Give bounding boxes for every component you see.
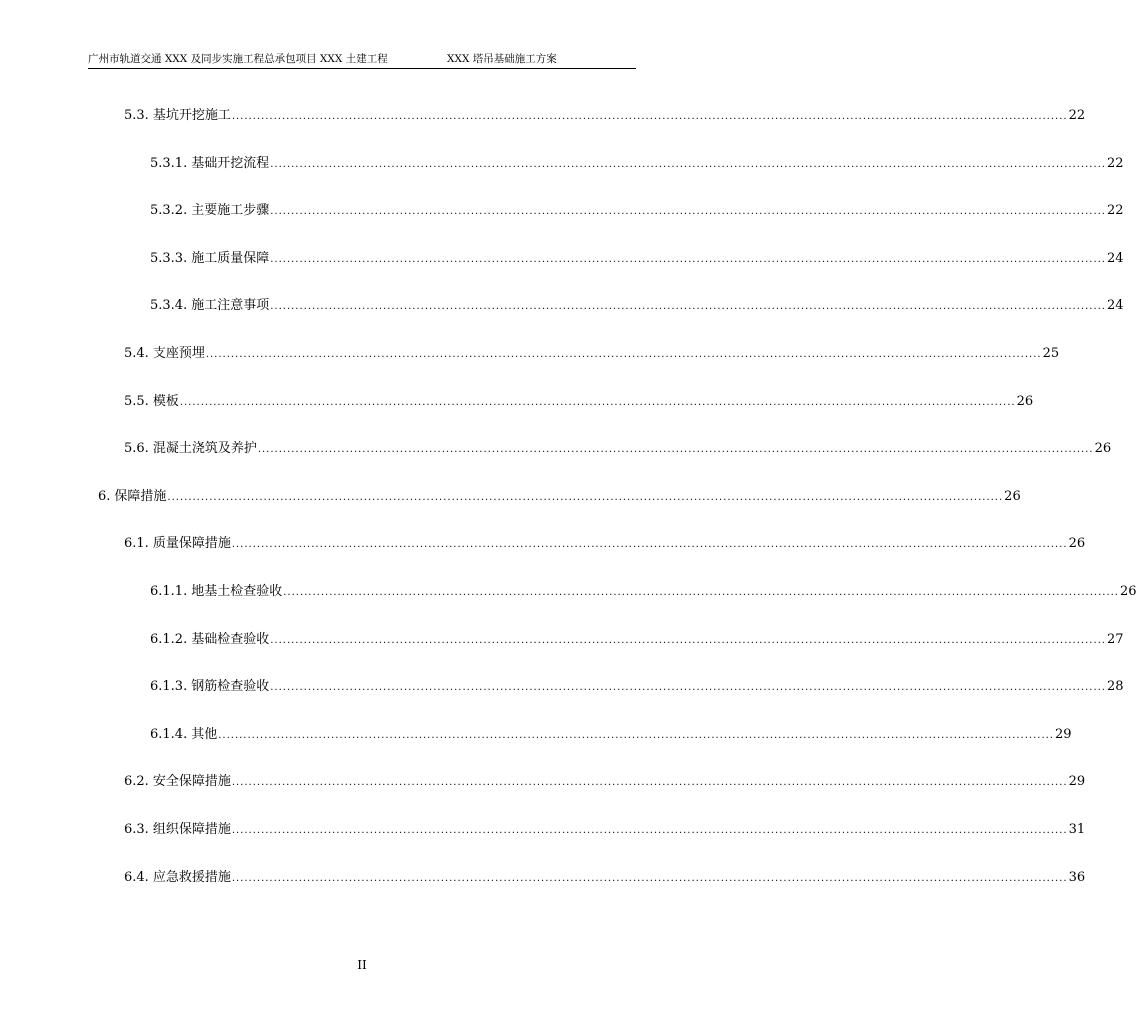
toc-entry-page: 26 bbox=[1119, 584, 1137, 599]
toc-entry-page: 22 bbox=[1068, 108, 1086, 123]
toc-entry-title: 基础检查验收 bbox=[191, 631, 270, 647]
toc-entry[interactable] bbox=[150, 296, 1124, 316]
toc-entry-title: 质量保障措施 bbox=[152, 536, 231, 552]
toc-entry[interactable] bbox=[150, 201, 1124, 221]
toc-entry[interactable] bbox=[124, 772, 1086, 792]
toc-entry[interactable] bbox=[98, 487, 1021, 507]
toc-entry-number: 6.4. bbox=[124, 869, 149, 885]
toc-entry[interactable] bbox=[150, 582, 1137, 602]
toc-entry-page: 28 bbox=[1106, 679, 1124, 695]
toc-entry-number: 5.3.2. bbox=[150, 203, 188, 219]
toc-entry-number: 5.6. bbox=[124, 441, 149, 457]
toc-entry[interactable] bbox=[124, 392, 1034, 412]
toc-entry-title: 保障措施 bbox=[114, 488, 167, 504]
toc-entry-number: 5.3.1. bbox=[150, 155, 188, 171]
toc-entry[interactable] bbox=[150, 249, 1124, 269]
toc-dot-leader: ........................................................................................................................................................................................................ bbox=[231, 111, 1068, 122]
toc-entry-number: 6.1.3. bbox=[150, 679, 188, 695]
page-number: II bbox=[357, 958, 367, 972]
toc-entry-title: 钢筋检查验收 bbox=[191, 679, 270, 695]
toc-entry-page: 26 bbox=[1068, 536, 1086, 552]
toc-entry-title: 支座预埋 bbox=[152, 346, 205, 361]
toc-entry-title: 基础开挖流程 bbox=[191, 155, 270, 171]
toc-dot-leader: ........................................................................................................................................................................................................ bbox=[231, 777, 1068, 789]
header-project-title: 广州市轨道交通 XXX 及同步实施工程总承包项目 XXX 土建工程 bbox=[88, 53, 388, 65]
toc-entry-number: 5.3.4. bbox=[150, 298, 188, 314]
toc-entry-number: 5.5. bbox=[124, 393, 149, 409]
toc-dot-leader: ........................................................................................................................................................................................................ bbox=[257, 444, 1094, 456]
toc-entry[interactable] bbox=[124, 868, 1086, 888]
toc-dot-leader: ........................................................................................................................................................................................................ bbox=[270, 253, 1106, 265]
toc-dot-leader: ........................................................................................................................................................................................................ bbox=[231, 872, 1068, 884]
toc-entry[interactable] bbox=[124, 106, 1086, 126]
toc-dot-leader: ........................................................................................................................................................................................................ bbox=[218, 729, 1054, 741]
toc-entry-page: 26 bbox=[1004, 488, 1021, 504]
toc-entry-page: 22 bbox=[1106, 155, 1124, 171]
toc-entry-number: 5.4. bbox=[124, 346, 149, 361]
toc-entry-number: 6.2. bbox=[124, 774, 149, 790]
toc-dot-leader: ........................................................................................................................................................................................................ bbox=[270, 682, 1106, 694]
toc-entry[interactable] bbox=[124, 439, 1112, 459]
toc-dot-leader: ........................................................................................................................................................................................................ bbox=[167, 491, 1004, 503]
toc-entry-number: 6.1.2. bbox=[150, 631, 188, 647]
toc-entry-number: 6.1. bbox=[124, 536, 149, 552]
toc-dot-leader: ........................................................................................................................................................................................................ bbox=[283, 587, 1119, 598]
toc-entry[interactable] bbox=[150, 677, 1124, 697]
header-document-title: XXX 塔吊基础施工方案 bbox=[447, 53, 557, 65]
toc-entry-title: 组织保障措施 bbox=[152, 822, 231, 837]
toc-entry-page: 24 bbox=[1106, 298, 1124, 314]
toc-dot-leader: ........................................................................................................................................................................................................ bbox=[231, 825, 1068, 836]
toc-entry-title: 基坑开挖施工 bbox=[152, 108, 231, 123]
toc-entry-title: 施工质量保障 bbox=[191, 250, 270, 266]
toc-entry-page: 29 bbox=[1068, 774, 1086, 790]
toc-entry-page: 22 bbox=[1106, 203, 1124, 219]
toc-entry[interactable] bbox=[124, 820, 1086, 840]
toc-entry-number: 6.3. bbox=[124, 822, 149, 837]
toc-entry-number: 6. bbox=[98, 488, 111, 504]
toc-entry-page: 36 bbox=[1068, 869, 1086, 885]
toc-entry-title: 主要施工步骤 bbox=[191, 203, 270, 219]
toc-entry[interactable] bbox=[150, 154, 1124, 174]
toc-entry-title: 混凝土浇筑及养护 bbox=[152, 441, 257, 457]
toc-entry-page: 26 bbox=[1094, 441, 1112, 457]
toc-dot-leader: ........................................................................................................................................................................................................ bbox=[205, 349, 1042, 360]
toc-entry-title: 安全保障措施 bbox=[152, 774, 231, 790]
toc-dot-leader: ........................................................................................................................................................................................................ bbox=[231, 539, 1068, 551]
toc-dot-leader: ........................................................................................................................................................................................................ bbox=[270, 634, 1106, 646]
toc-dot-leader: ........................................................................................................................................................................................................ bbox=[270, 206, 1106, 218]
toc-entry-number: 5.3.3. bbox=[150, 250, 188, 266]
toc-entry-page: 25 bbox=[1042, 346, 1060, 361]
toc-dot-leader: ........................................................................................................................................................................................................ bbox=[179, 396, 1016, 408]
toc-entry-number: 6.1.4. bbox=[150, 726, 188, 742]
toc-entry-title: 模板 bbox=[152, 393, 179, 409]
toc-entry-title: 其他 bbox=[191, 726, 218, 742]
toc-entry-number: 5.3. bbox=[124, 108, 149, 123]
toc-entry-page: 31 bbox=[1068, 822, 1086, 837]
toc-dot-leader: ........................................................................................................................................................................................................ bbox=[270, 158, 1106, 170]
toc-entry-page: 26 bbox=[1016, 393, 1034, 409]
toc-entry-page: 29 bbox=[1054, 726, 1072, 742]
toc-entry[interactable] bbox=[150, 725, 1072, 745]
toc-dot-leader: ........................................................................................................................................................................................................ bbox=[270, 301, 1106, 313]
toc-entry[interactable] bbox=[150, 630, 1124, 650]
toc-entry[interactable] bbox=[124, 534, 1086, 554]
toc-entry-title: 应急救援措施 bbox=[152, 869, 231, 885]
toc-entry-page: 24 bbox=[1106, 250, 1124, 266]
toc-entry-title: 地基土检查验收 bbox=[191, 584, 283, 599]
toc-entry-page: 27 bbox=[1106, 631, 1124, 647]
toc-entry[interactable] bbox=[124, 344, 1060, 364]
toc-entry-title: 施工注意事项 bbox=[191, 298, 270, 314]
toc-entry-number: 6.1.1. bbox=[150, 584, 188, 599]
